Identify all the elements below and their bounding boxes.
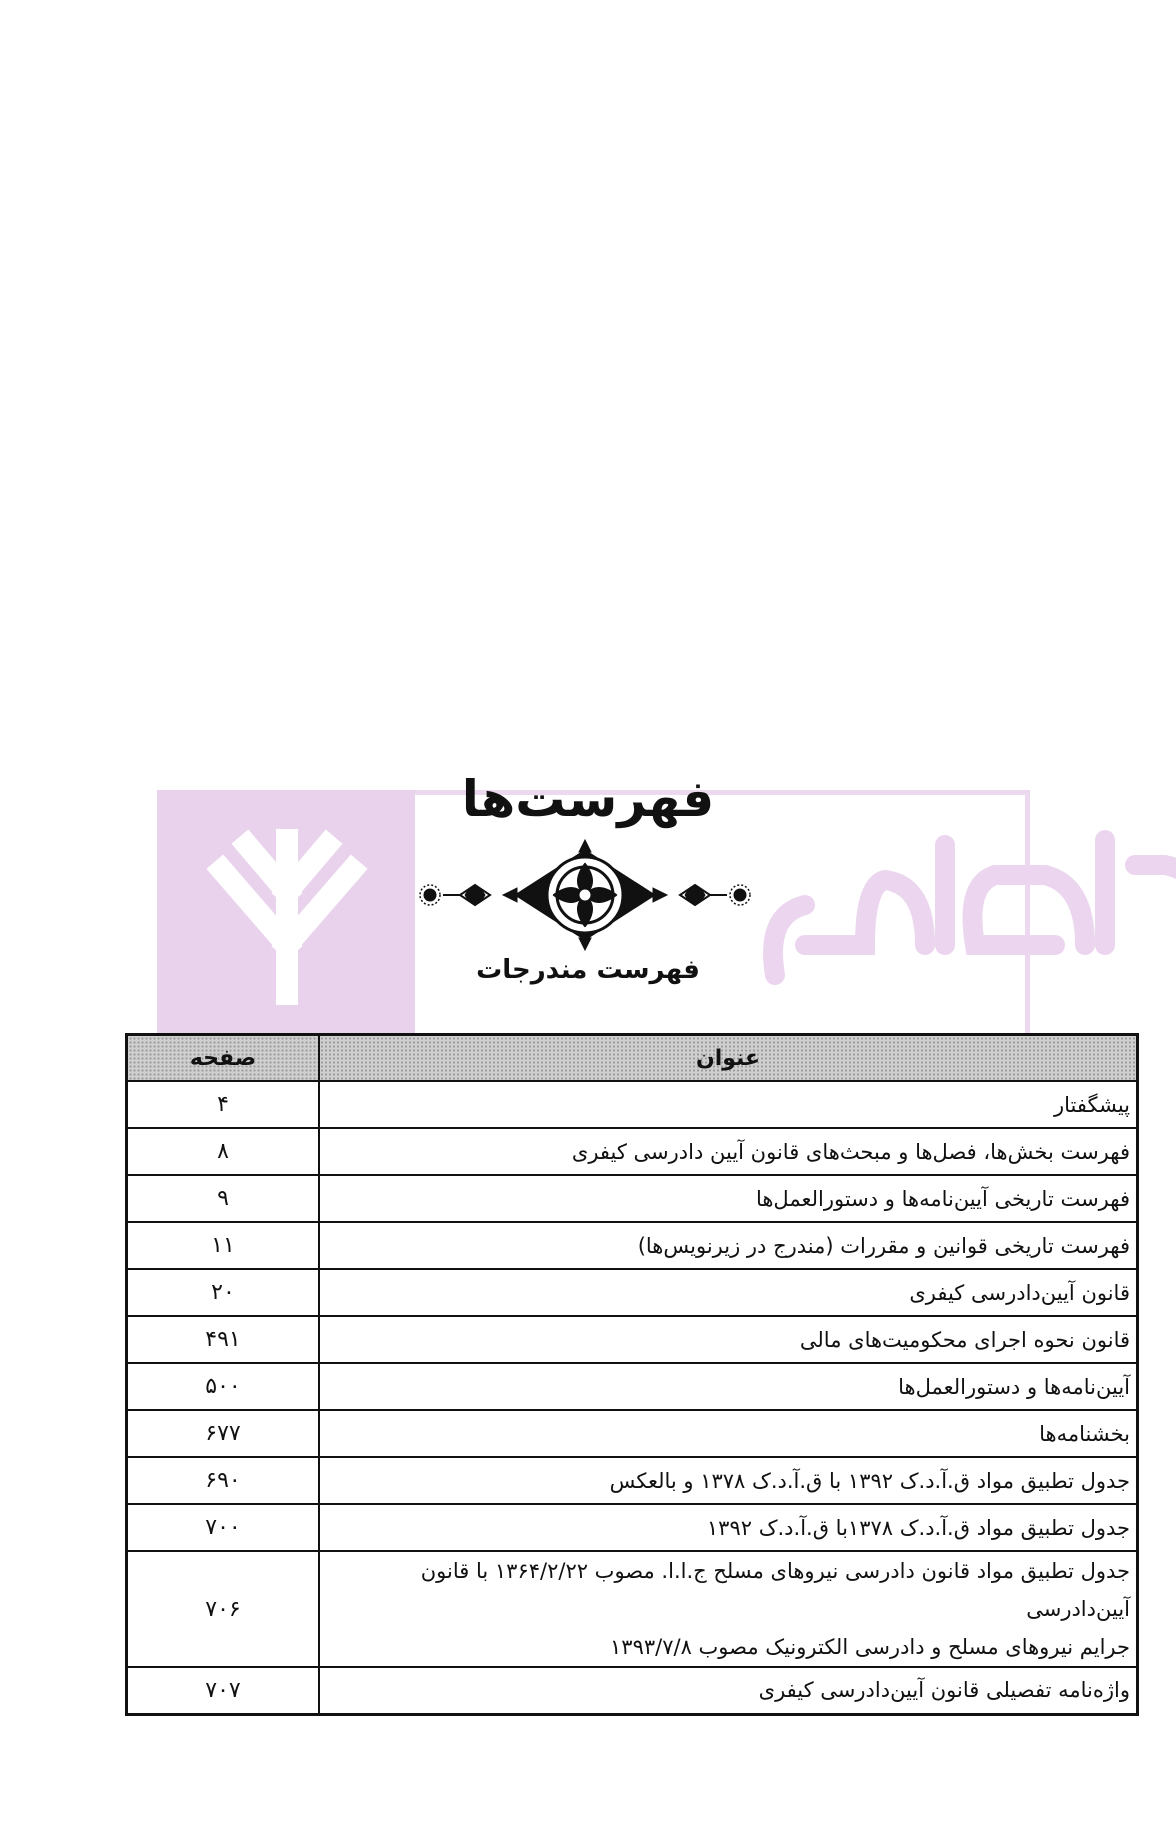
row-page: ۶۹۰ <box>127 1457 320 1504</box>
row-title-line: جدول تطبیق مواد قانون دادرسی نیروهای مسلح ج.ا.ا. مصوب ۱۳۶۴/۲/۲۲ با قانون آیین‌دادرسی <box>420 1559 1130 1621</box>
table-row <box>127 1175 1138 1222</box>
table-row <box>127 1222 1138 1269</box>
header-title: عنوان <box>319 1035 1138 1082</box>
table-row <box>127 1316 1138 1363</box>
table-of-contents <box>125 1033 1139 1716</box>
row-title: قانون نحوه اجرای محکومیت‌های مالی <box>319 1316 1138 1363</box>
row-title: جدول تطبیق مواد ق.آ.د.ک ۱۳۷۸با ق.آ.د.ک ۱۳۹۲ <box>319 1504 1138 1551</box>
row-page: ۱۱ <box>127 1222 320 1269</box>
row-page: ۴۹۱ <box>127 1316 320 1363</box>
table-header-row <box>127 1035 1138 1082</box>
row-page: ۹ <box>127 1175 320 1222</box>
row-page: ۸ <box>127 1128 320 1175</box>
row-title: قانون آیین‌دادرسی کیفری <box>319 1269 1138 1316</box>
row-title: بخشنامه‌ها <box>319 1410 1138 1457</box>
row-page: ۷۰۶ <box>127 1551 320 1667</box>
table-row <box>127 1128 1138 1175</box>
table-row <box>127 1410 1138 1457</box>
table-row <box>127 1667 1138 1714</box>
row-page: ۷۰۰ <box>127 1504 320 1551</box>
table-row <box>127 1457 1138 1504</box>
row-title: فهرست تاریخی آیین‌نامه‌ها و دستورالعمل‌ها <box>319 1175 1138 1222</box>
row-title: آیین‌نامه‌ها و دستورالعمل‌ها <box>319 1363 1138 1410</box>
row-page: ۲۰ <box>127 1269 320 1316</box>
row-title-multiline <box>319 1551 1138 1667</box>
table-row <box>127 1551 1138 1667</box>
table-row <box>127 1269 1138 1316</box>
row-title: جدول تطبیق مواد ق.آ.د.ک ۱۳۹۲ با ق.آ.د.ک ۱۳۷۸ و بالعکس <box>319 1457 1138 1504</box>
row-title: پیشگفتار <box>319 1081 1138 1128</box>
row-page: ۷۰۷ <box>127 1667 320 1714</box>
row-page: ۵۰۰ <box>127 1363 320 1410</box>
row-page: ۴ <box>127 1081 320 1128</box>
page-title: فهرست‌ها <box>461 770 715 828</box>
table-row <box>127 1081 1138 1128</box>
row-title: واژه‌نامه تفصیلی قانون آیین‌دادرسی کیفری <box>319 1667 1138 1714</box>
table-row <box>127 1504 1138 1551</box>
page-subtitle: فهرست مندرجات <box>476 955 700 985</box>
table-row <box>127 1363 1138 1410</box>
row-title-line: جرایم نیروهای مسلح و دادرسی الکترونیک مصوب ۱۳۹۳/۷/۸ <box>610 1635 1130 1659</box>
row-page: ۶۷۷ <box>127 1410 320 1457</box>
decorative-ornament-icon <box>415 838 755 953</box>
header-page: صفحه <box>127 1035 320 1082</box>
row-title: فهرست بخش‌ها، فصل‌ها و مبحث‌های قانون آیین دادرسی کیفری <box>319 1128 1138 1175</box>
row-title: فهرست تاریخی قوانین و مقررات (مندرج در زیرنویس‌ها) <box>319 1222 1138 1269</box>
